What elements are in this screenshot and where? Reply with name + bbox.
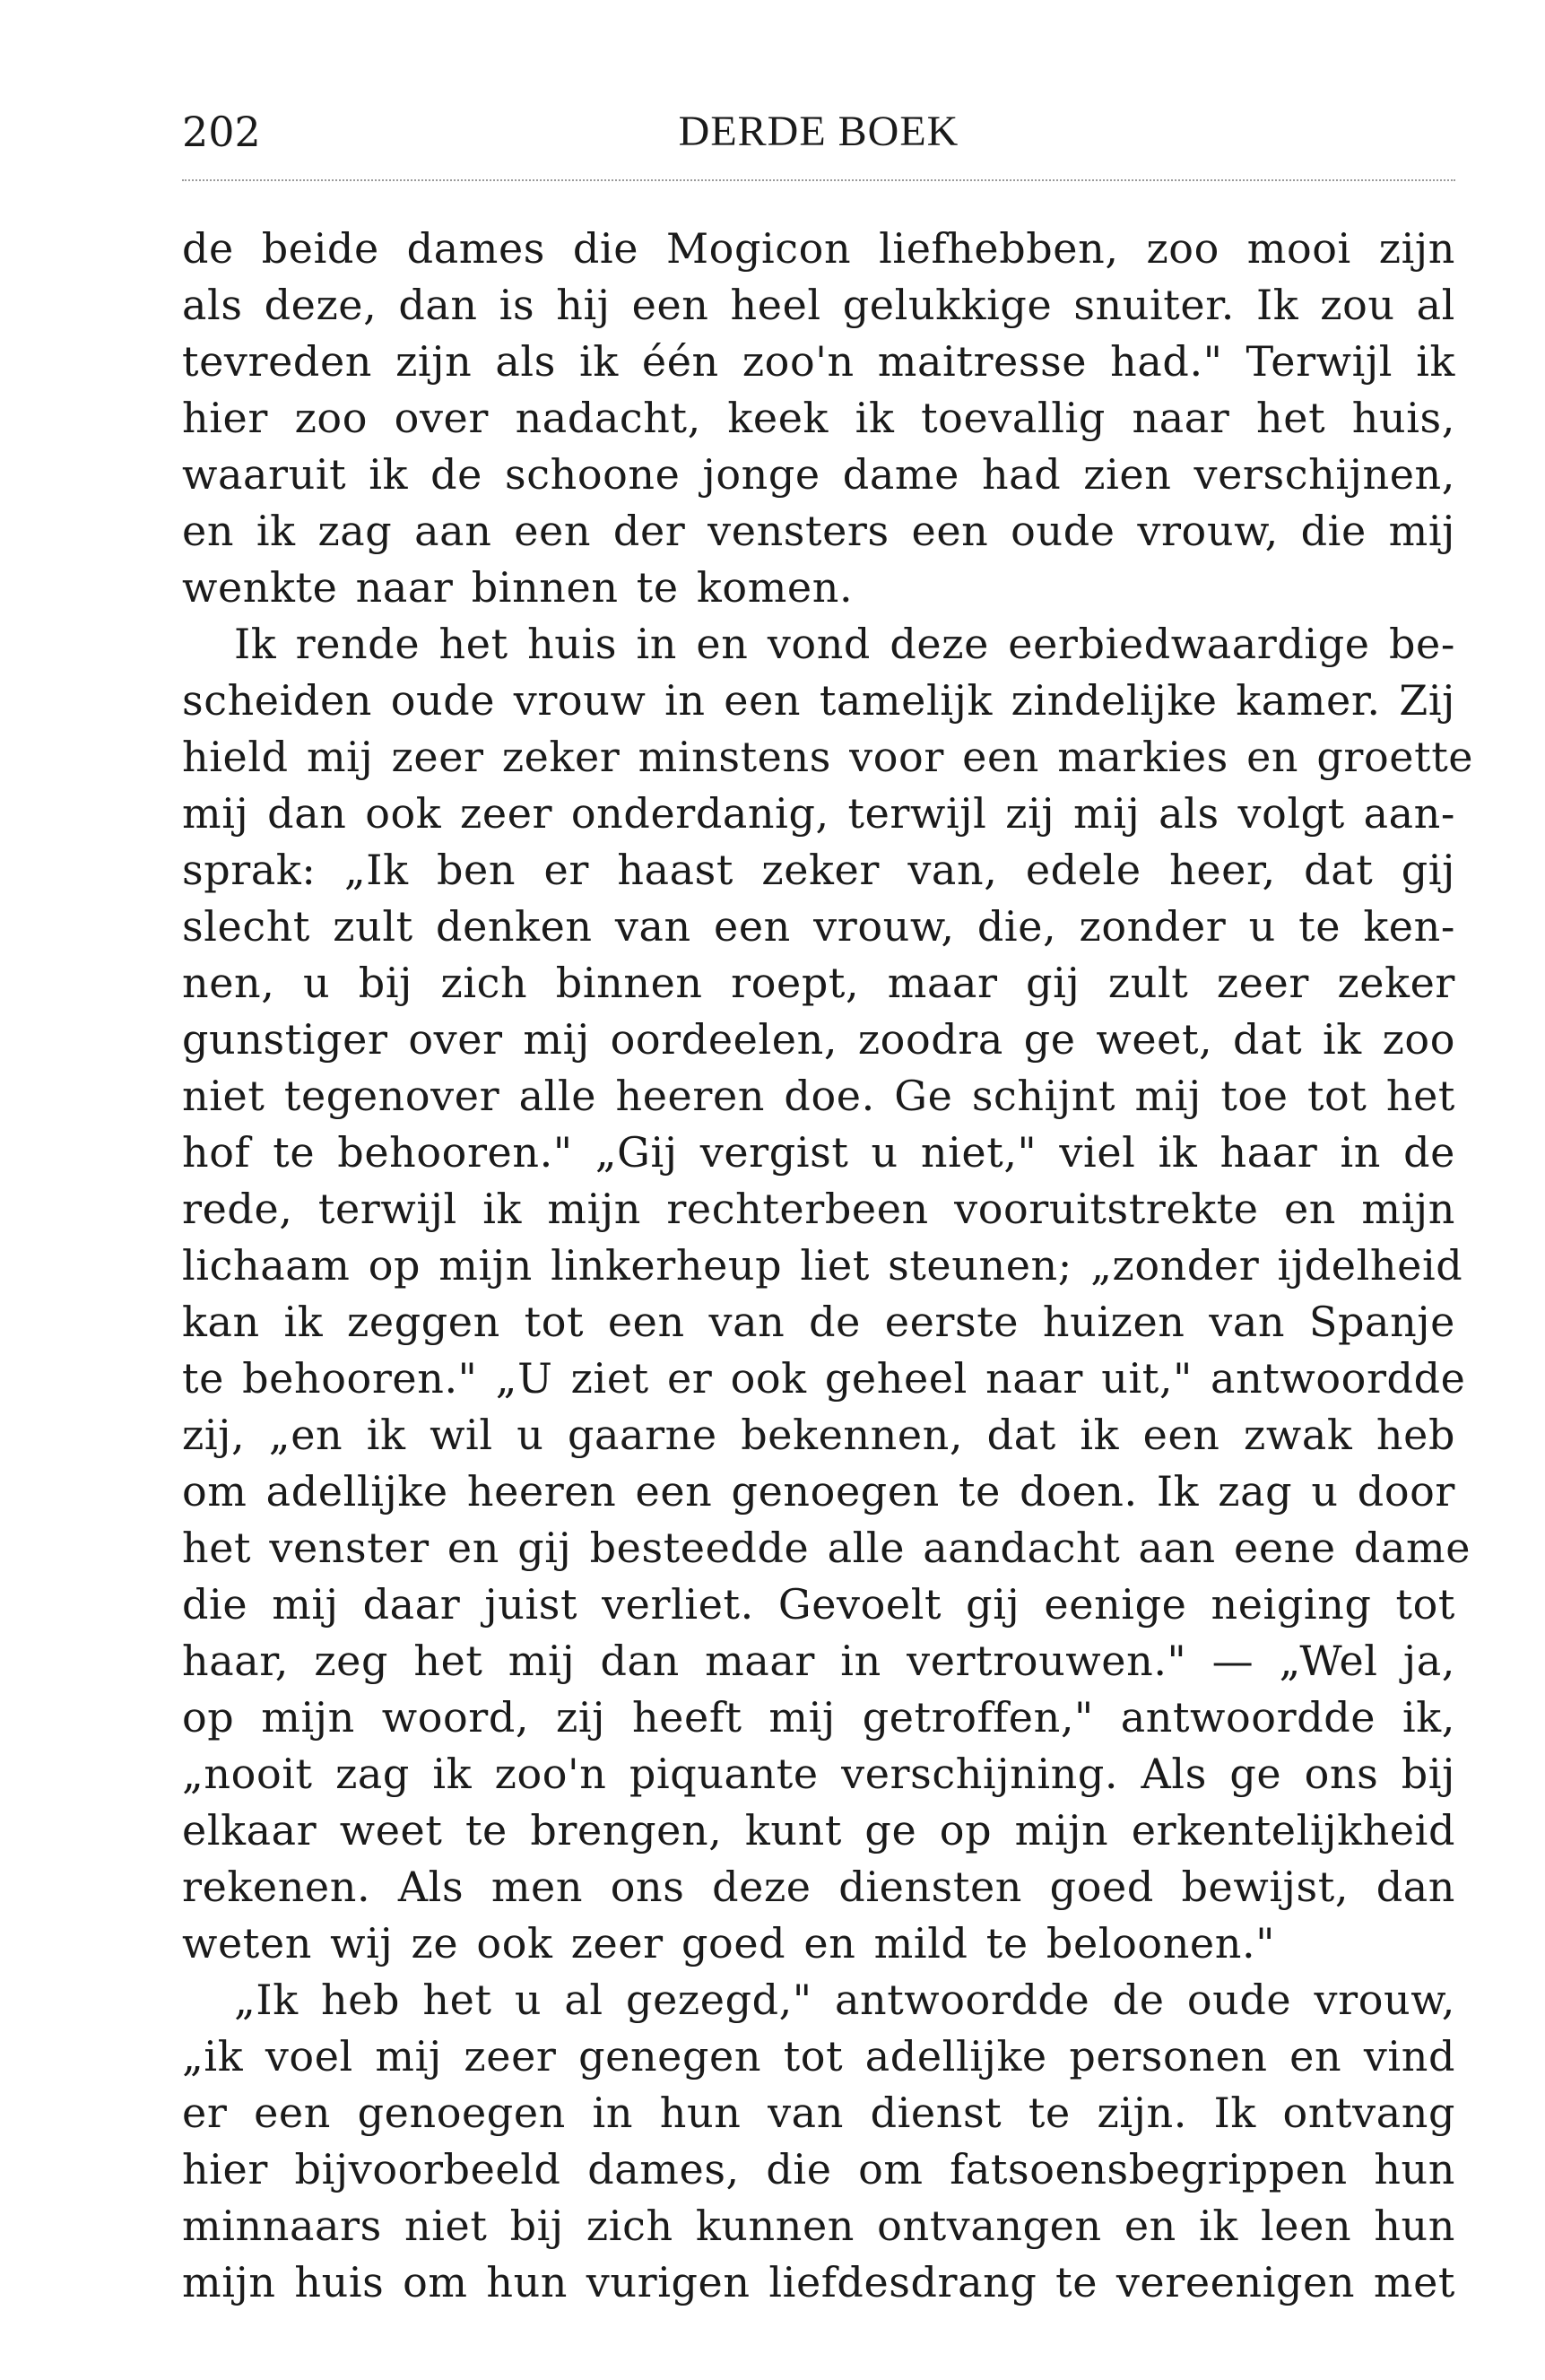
text-line: kan ik zeggen tot een van de eerste huizen van Spanje: [182, 1298, 1455, 1346]
text-line: tevreden zijn als ik één zoo'n maitresse had." Terwijl ik: [182, 337, 1455, 386]
text-line: als deze, dan is hij een heel gelukkige snuiter. Ik zou al: [182, 281, 1455, 329]
text-line: sprak: „Ik ben er haast zeker van, edele heer, dat gij: [182, 846, 1455, 894]
text-line: mijn huis om hun vurigen liefdesdrang te vereenigen met: [182, 2258, 1455, 2306]
text-line: zij, „en ik wil u gaarne bekennen, dat ik een zwak heb: [182, 1411, 1455, 1459]
text-line: slecht zult denken van een vrouw, die, zonder u te ken-: [182, 902, 1455, 951]
paragraph-2: [182, 616, 1474, 1972]
paragraph-1: [182, 221, 1455, 616]
text-line: niet tegenover alle heeren doe. Ge schijnt mij toe tot het: [182, 1072, 1455, 1120]
body-text: [182, 221, 1474, 2311]
text-line: hier zoo over nadacht, keek ik toevallig naar het huis,: [182, 394, 1455, 442]
header-title: DERDE BOEK: [678, 108, 959, 155]
running-head: [182, 100, 1455, 163]
text-line: haar, zeg het mij dan maar in vertrouwen." — „Wel ja,: [182, 1637, 1455, 1685]
text-line: het venster en gij besteedde alle aandacht aan eene dame: [182, 1524, 1471, 1572]
text-line: rede, terwijl ik mijn rechterbeen vooruitstrekte en mijn: [182, 1185, 1455, 1233]
text-line: elkaar weet te brengen, kunt ge op mijn erkentelijkheid: [182, 1806, 1455, 1854]
text-line: waaruit ik de schoone jonge dame had zien verschijnen,: [182, 450, 1455, 499]
text-line: de beide dames die Mogicon liefhebben, zoo mooi zijn: [182, 224, 1455, 273]
text-line: gunstiger over mij oordeelen, zoodra ge weet, dat ik zoo: [182, 1015, 1455, 1064]
text-line: om adellijke heeren een genoegen te doen. Ik zag u door: [182, 1467, 1455, 1516]
text-line: weten wij ze ook zeer goed en mild te beloonen.": [182, 1919, 1275, 1967]
text-line: te behooren." „U ziet er ook geheel naar uit," antwoordde: [182, 1354, 1466, 1403]
paragraph-3: [182, 1972, 1455, 2311]
text-line: er een genoegen in hun van dienst te zijn. Ik ontvang: [182, 2089, 1455, 2137]
text-line: „Ik heb het u al gezegd," antwoordde de oude vrouw,: [234, 1976, 1455, 2024]
text-line: Ik rende het huis in en vond deze eerbiedwaardige be-: [234, 620, 1455, 668]
text-line: scheiden oude vrouw in een tamelijk zindelijke kamer. Zij: [182, 676, 1455, 725]
text-line: mij dan ook zeer onderdanig, terwijl zij mij als volgt aan-: [182, 789, 1455, 838]
text-line: rekenen. Als men ons deze diensten goed bewijst, dan: [182, 1863, 1455, 1911]
text-line: „ik voel mij zeer genegen tot adellijke personen en vind: [182, 2032, 1455, 2080]
text-line: hier bijvoorbeeld dames, die om fatsoensbegrippen hun: [182, 2145, 1455, 2193]
page-number: 202: [182, 108, 261, 156]
header-divider: [182, 179, 1455, 181]
text-line: die mij daar juist verliet. Gevoelt gij eenige neiging tot: [182, 1580, 1455, 1629]
text-line: en ik zag aan een der vensters een oude vrouw, die mij: [182, 507, 1455, 555]
text-line: op mijn woord, zij heeft mij getroffen," antwoordde ik,: [182, 1693, 1455, 1742]
text-line: minnaars niet bij zich kunnen ontvangen en ik leen hun: [182, 2202, 1455, 2250]
text-line: nen, u bij zich binnen roept, maar gij zult zeer zeker: [182, 959, 1455, 1007]
text-line: lichaam op mijn linkerheup liet steunen; „zonder ijdelheid: [182, 1241, 1463, 1290]
text-line: wenkte naar binnen te komen.: [182, 563, 854, 612]
text-line: hield mij zeer zeker minstens voor een markies en groette: [182, 733, 1474, 781]
text-line: „nooit zag ik zoo'n piquante verschijning. Als ge ons bij: [182, 1750, 1455, 1798]
text-line: hof te behooren." „Gij vergist u niet," viel ik haar in de: [182, 1128, 1455, 1177]
